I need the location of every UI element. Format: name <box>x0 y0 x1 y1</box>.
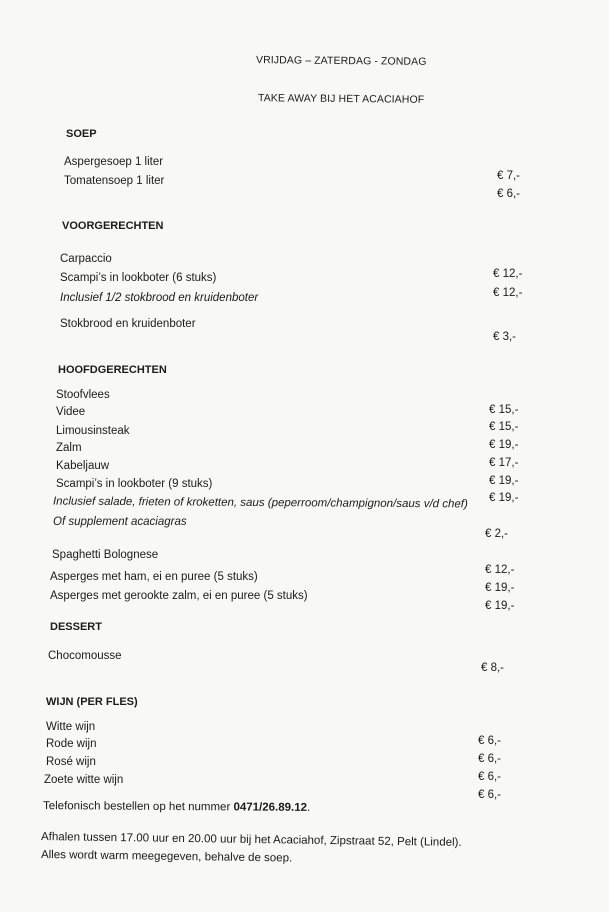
menu-item: Spaghetti Bolognese <box>52 549 159 561</box>
menu-price: € 12,- <box>485 564 515 576</box>
menu-item: Aspergesoep 1 liter <box>64 156 164 168</box>
menu-item: Videe <box>56 406 86 418</box>
menu-item: Chocomousse <box>48 650 122 662</box>
phone-order-text: Telefonisch bestellen op het nummer <box>42 800 234 814</box>
menu-price: € 6,- <box>478 789 502 801</box>
menu-item: Carpaccio <box>60 253 112 265</box>
menu-price: € 7,- <box>497 170 521 182</box>
days-heading: VRIJDAG – ZATERDAG - ZONDAG <box>255 54 427 68</box>
menu-price: € 6,- <box>497 188 521 200</box>
menu-price: € 8,- <box>481 662 505 674</box>
phone-order-line <box>43 800 310 814</box>
menu-item: Stokbrood en kruidenboter <box>60 318 196 330</box>
menu-item: Stoofvlees <box>56 389 110 401</box>
menu-item: Asperges met gerookte zalm, ei en puree (5 stuks) <box>50 590 308 602</box>
section-title-dessert: DESSERT <box>50 621 102 633</box>
menu-price: € 15,- <box>489 421 519 433</box>
menu-price: € 19,- <box>489 475 519 487</box>
section-title-voorgerechten: VOORGERECHTEN <box>62 220 164 232</box>
phone-number: 0471/26.89.12 <box>233 801 308 814</box>
menu-item: Scampi’s in lookboter (9 stuks) <box>56 478 213 490</box>
menu-item: Zoete witte wijn <box>44 774 124 786</box>
section-title-wijn: WIJN (PER FLES) <box>46 696 138 708</box>
menu-item: Asperges met ham, ei en puree (5 stuks) <box>50 571 258 583</box>
menu-price: € 6,- <box>478 753 502 765</box>
menu-note: Of supplement acaciagras <box>53 516 187 528</box>
menu-item: Rode wijn <box>46 738 97 750</box>
section-title-hoofdgerechten: HOOFDGERECHTEN <box>58 364 167 376</box>
menu-price: € 3,- <box>493 331 517 343</box>
menu-item: Zalm <box>56 442 82 454</box>
menu-note: Inclusief salade, frieten of kroketten, saus (peperroom/champignon/saus v/d chef) <box>52 495 468 511</box>
menu-item: Rosé wijn <box>46 756 96 768</box>
menu-price: € 19,- <box>485 600 515 612</box>
pickup-info: Afhalen tussen 17.00 uur en 20.00 uur bij het Acaciahof, Zipstraat 52, Pelt (Lindel). <box>40 831 462 849</box>
menu-price: € 19,- <box>485 582 515 594</box>
menu-price: € 17,- <box>489 457 519 469</box>
phone-order-end: . <box>307 801 311 814</box>
page-title: TAKE AWAY BIJ HET ACACIAHOF <box>257 92 425 106</box>
menu-item: Kabeljauw <box>56 460 110 472</box>
menu-item: Scampi’s in lookboter (6 stuks) <box>60 272 217 284</box>
menu-price: € 19,- <box>489 492 519 504</box>
menu-price: € 6,- <box>478 771 502 783</box>
menu-price: € 2,- <box>485 528 509 540</box>
menu-price: € 15,- <box>489 404 519 416</box>
menu-item: Witte wijn <box>46 721 96 733</box>
menu-price: € 12,- <box>493 268 523 280</box>
warm-info: Alles wordt warm meegegeven, behalve de soep. <box>40 849 293 865</box>
menu-note: Inclusief 1/2 stokbrood en kruidenboter <box>60 292 259 304</box>
menu-price: € 6,- <box>478 735 502 747</box>
menu-item: Limousinsteak <box>56 425 130 437</box>
section-title-soep: SOEP <box>66 128 97 140</box>
menu-price: € 19,- <box>489 439 519 451</box>
menu-item: Tomatensoep 1 liter <box>64 175 165 187</box>
menu-price: € 12,- <box>493 287 523 299</box>
